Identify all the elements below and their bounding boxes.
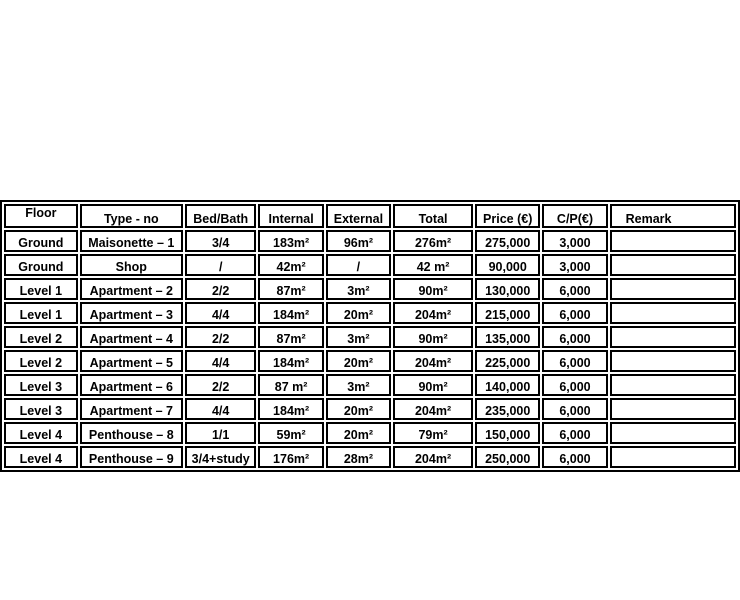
cell-type: Shop	[80, 254, 183, 276]
cell-floor: Level 4	[4, 446, 78, 468]
cell-internal: 184m²	[258, 350, 323, 372]
header-floor: Floor	[4, 204, 78, 228]
cell-cp: 6,000	[542, 350, 607, 372]
cell-remark	[610, 422, 736, 444]
cell-bed-bath: 4/4	[185, 398, 257, 420]
cell-total: 79m²	[393, 422, 473, 444]
table-row	[4, 326, 736, 348]
cell-floor: Level 1	[4, 278, 78, 300]
cell-bed-bath: 2/2	[185, 326, 257, 348]
cell-type: Apartment – 2	[80, 278, 183, 300]
cell-remark	[610, 374, 736, 396]
cell-price: 250,000	[475, 446, 540, 468]
cell-type: Maisonette – 1	[80, 230, 183, 252]
cell-cp: 6,000	[542, 446, 607, 468]
cell-total: 90m²	[393, 278, 473, 300]
cell-floor: Level 3	[4, 374, 78, 396]
cell-remark	[610, 446, 736, 468]
cell-total: 204m²	[393, 302, 473, 324]
cell-internal: 59m²	[258, 422, 323, 444]
cell-external: 96m²	[326, 230, 391, 252]
cell-price: 130,000	[475, 278, 540, 300]
cell-cp: 6,000	[542, 422, 607, 444]
cell-remark	[610, 350, 736, 372]
header-external: External	[326, 204, 391, 228]
cell-bed-bath: 1/1	[185, 422, 257, 444]
header-internal: Internal	[258, 204, 323, 228]
cell-remark	[610, 278, 736, 300]
cell-type: Penthouse – 8	[80, 422, 183, 444]
cell-floor: Level 3	[4, 398, 78, 420]
cell-external: 20m²	[326, 302, 391, 324]
cell-total: 90m²	[393, 374, 473, 396]
cell-price: 235,000	[475, 398, 540, 420]
cell-price: 225,000	[475, 350, 540, 372]
cell-total: 204m²	[393, 398, 473, 420]
cell-type: Apartment – 3	[80, 302, 183, 324]
cell-external: 3m²	[326, 326, 391, 348]
cell-external: 20m²	[326, 350, 391, 372]
cell-remark	[610, 230, 736, 252]
cell-bed-bath: 2/2	[185, 278, 257, 300]
table-row	[4, 302, 736, 324]
header-price: Price (€)	[475, 204, 540, 228]
table-row	[4, 278, 736, 300]
header-bed-bath: Bed/Bath	[185, 204, 257, 228]
cell-price: 90,000	[475, 254, 540, 276]
cell-floor: Level 2	[4, 350, 78, 372]
cell-total: 90m²	[393, 326, 473, 348]
cell-cp: 6,000	[542, 278, 607, 300]
cell-cp: 3,000	[542, 254, 607, 276]
table-row	[4, 350, 736, 372]
table-body	[4, 204, 736, 468]
cell-internal: 176m²	[258, 446, 323, 468]
price-list-table-wrapper	[0, 200, 672, 472]
table-row	[4, 374, 736, 396]
cell-price: 150,000	[475, 422, 540, 444]
cell-external: 20m²	[326, 422, 391, 444]
table-header-row	[4, 204, 736, 228]
cell-internal: 184m²	[258, 398, 323, 420]
table-row	[4, 254, 736, 276]
cell-external: 3m²	[326, 278, 391, 300]
header-type: Type - no	[80, 204, 183, 228]
cell-price: 140,000	[475, 374, 540, 396]
table-row	[4, 230, 736, 252]
cell-external: 3m²	[326, 374, 391, 396]
cell-external: /	[326, 254, 391, 276]
cell-floor: Ground	[4, 230, 78, 252]
cell-type: Penthouse – 9	[80, 446, 183, 468]
header-cp: C/P(€)	[542, 204, 607, 228]
cell-cp: 6,000	[542, 398, 607, 420]
header-remark: Remark	[610, 204, 736, 228]
cell-floor: Level 2	[4, 326, 78, 348]
cell-type: Apartment – 5	[80, 350, 183, 372]
cell-bed-bath: 3/4+study	[185, 446, 257, 468]
cell-total: 276m²	[393, 230, 473, 252]
cell-external: 28m²	[326, 446, 391, 468]
header-total: Total	[393, 204, 473, 228]
cell-price: 215,000	[475, 302, 540, 324]
cell-floor: Level 4	[4, 422, 78, 444]
cell-internal: 87 m²	[258, 374, 323, 396]
cell-cp: 6,000	[542, 302, 607, 324]
cell-cp: 6,000	[542, 326, 607, 348]
cell-internal: 184m²	[258, 302, 323, 324]
cell-type: Apartment – 7	[80, 398, 183, 420]
cell-internal: 42m²	[258, 254, 323, 276]
cell-external: 20m²	[326, 398, 391, 420]
cell-remark	[610, 302, 736, 324]
cell-floor: Level 1	[4, 302, 78, 324]
cell-floor: Ground	[4, 254, 78, 276]
table-row	[4, 422, 736, 444]
cell-internal: 183m²	[258, 230, 323, 252]
cell-bed-bath: 2/2	[185, 374, 257, 396]
table-row	[4, 398, 736, 420]
cell-bed-bath: /	[185, 254, 257, 276]
table-row	[4, 446, 736, 468]
cell-bed-bath: 4/4	[185, 350, 257, 372]
cell-cp: 3,000	[542, 230, 607, 252]
cell-bed-bath: 4/4	[185, 302, 257, 324]
cell-remark	[610, 398, 736, 420]
cell-price: 135,000	[475, 326, 540, 348]
cell-internal: 87m²	[258, 326, 323, 348]
cell-bed-bath: 3/4	[185, 230, 257, 252]
cell-cp: 6,000	[542, 374, 607, 396]
cell-internal: 87m²	[258, 278, 323, 300]
cell-remark	[610, 254, 736, 276]
cell-price: 275,000	[475, 230, 540, 252]
cell-remark	[610, 326, 736, 348]
cell-type: Apartment – 6	[80, 374, 183, 396]
cell-type: Apartment – 4	[80, 326, 183, 348]
cell-total: 204m²	[393, 446, 473, 468]
cell-total: 42 m²	[393, 254, 473, 276]
cell-total: 204m²	[393, 350, 473, 372]
price-list-table	[0, 200, 740, 472]
